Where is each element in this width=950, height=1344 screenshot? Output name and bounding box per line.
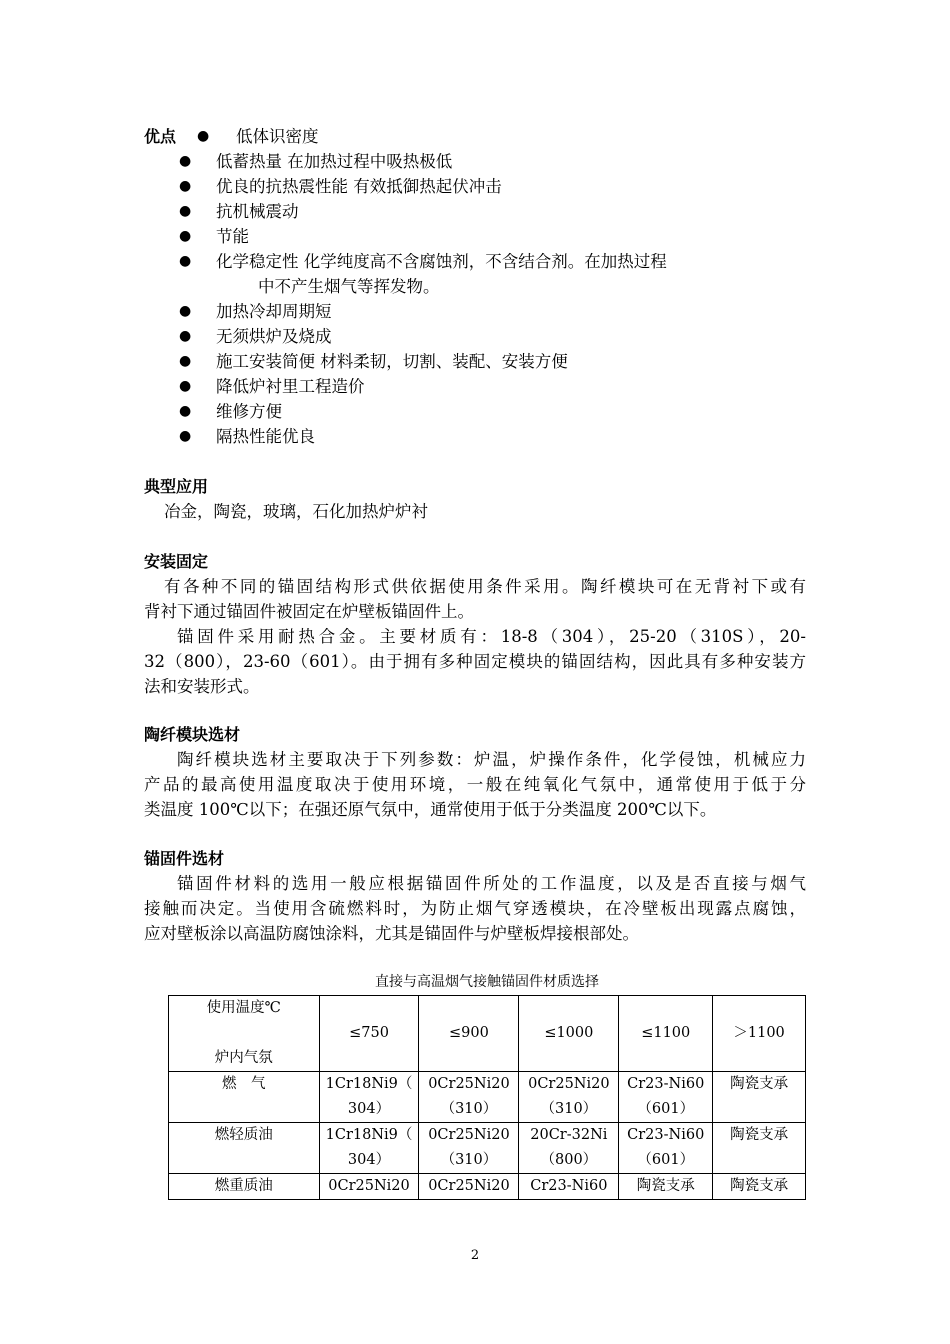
table-corner-cell <box>169 996 320 1072</box>
corner-temperature-label: 使用温度℃ <box>206 1000 281 1016</box>
advantage-item: 降低炉衬里工程造价 <box>216 377 365 396</box>
table-header-cell: ≤1000 <box>519 996 619 1072</box>
advantages-title: 优点 <box>144 127 177 146</box>
row-label-cell: 燃 气 <box>169 1072 320 1123</box>
advantage-item: 优良的抗热震性能 有效抵御热起伏冲击 <box>216 177 502 196</box>
table-cell: 1Cr18Ni9（ 304） <box>319 1072 419 1123</box>
bullet-icon: ● <box>179 353 192 369</box>
installation-title: 安装固定 <box>144 552 209 571</box>
bullet-icon: ● <box>179 203 192 219</box>
table-cell: 0Cr25Ni20 （310） <box>519 1072 619 1123</box>
installation-paragraph-line: 背衬下通过锚固件被固定在炉壁板锚固件上。 <box>144 602 474 621</box>
table-cell: 陶瓷支承 <box>619 1174 713 1200</box>
advantage-item: 低体识密度 <box>236 127 319 146</box>
table-header-cell: ＞1100 <box>713 996 806 1072</box>
anchor-selection-line: 应对壁板涂以高温防腐蚀涂料，尤其是锚固件与炉壁板焊接根部处。 <box>144 924 639 943</box>
table-cell: 陶瓷支承 <box>713 1072 806 1123</box>
bullet-icon: ● <box>179 403 192 419</box>
bullet-icon: ● <box>179 178 192 194</box>
module-selection-line: 产品的最高使用温度取决于使用环境，一般在纯氧化气氛中，通常使用于低于分 <box>144 775 806 794</box>
bullet-icon: ● <box>179 303 192 319</box>
advantage-item: 施工安装简便 材料柔韧，切割、装配、安装方便 <box>216 352 568 371</box>
table-cell: 陶瓷支承 <box>713 1123 806 1174</box>
advantage-item: 节能 <box>216 227 249 246</box>
table-cell: 0Cr25Ni20 <box>319 1174 419 1200</box>
bullet-icon: ● <box>179 428 192 444</box>
applications-title: 典型应用 <box>144 477 209 496</box>
installation-paragraph-line: 32（800），23-60（601）。由于拥有多种固定模块的锚固结构，因此具有多种安装方 <box>144 652 806 671</box>
table-header-cell: ≤750 <box>319 996 419 1072</box>
bullet-icon: ● <box>179 253 192 269</box>
table-header-cell: ≤900 <box>419 996 519 1072</box>
bullet-icon: ● <box>179 153 192 169</box>
bullet-icon: ● <box>179 328 192 344</box>
table-cell: 0Cr25Ni20 <box>419 1174 519 1200</box>
installation-paragraph-line: 有各种不同的锚固结构形式供依据使用条件采用。陶纤模块可在无背衬下或有 <box>164 577 806 596</box>
bullet-icon: ● <box>197 128 210 144</box>
installation-paragraph-line: 法和安装形式。 <box>144 677 260 696</box>
bullet-icon: ● <box>179 378 192 394</box>
module-selection-line: 陶纤模块选材主要取决于下列参数：炉温，炉操作条件，化学侵蚀，机械应力 <box>177 750 806 769</box>
advantage-item: 维修方便 <box>216 402 282 421</box>
table-cell: 0Cr25Ni20 （310） <box>419 1123 519 1174</box>
advantage-item: 低蓄热量 在加热过程中吸热极低 <box>216 152 453 171</box>
advantage-item: 隔热性能优良 <box>216 427 315 446</box>
advantage-item: 加热冷却周期短 <box>216 302 332 321</box>
advantage-item: 化学稳定性 化学纯度高不含腐蚀剂，不含结合剂。在加热过程 <box>216 252 667 271</box>
installation-paragraph-line: 锚固件采用耐热合金。主要材质有：18-8（304），25-20（310S），20- <box>177 627 806 646</box>
table-cell: Cr23-Ni60 （601） <box>619 1072 713 1123</box>
anchor-selection-title: 锚固件选材 <box>144 849 225 868</box>
table-row <box>169 1174 806 1200</box>
corner-atmosphere-label: 炉内气氛 <box>214 1050 273 1066</box>
anchor-selection-line: 接触而决定。当使用含硫燃料时，为防止烟气穿透模块，在冷壁板出现露点腐蚀， <box>144 899 806 918</box>
table-header-row <box>169 996 806 1072</box>
table-cell: Cr23-Ni60 （601） <box>619 1123 713 1174</box>
table-row <box>169 1123 806 1174</box>
table-row <box>169 1072 806 1123</box>
table-caption: 直接与高温烟气接触锚固件材质选择 <box>375 974 599 990</box>
table-cell: 20Cr-32Ni （800） <box>519 1123 619 1174</box>
anchor-selection-line: 锚固件材料的选用一般应根据锚固件所处的工作温度，以及是否直接与烟气 <box>177 874 806 893</box>
advantage-item-continuation: 中不产生烟气等挥发物。 <box>258 277 440 296</box>
applications-text: 冶金，陶瓷，玻璃，石化加热炉炉衬 <box>164 502 428 521</box>
page-number: 2 <box>470 1248 480 1263</box>
advantage-item: 无须烘炉及烧成 <box>216 327 332 346</box>
module-selection-title: 陶纤模块选材 <box>144 725 241 744</box>
table-cell: Cr23-Ni60 <box>519 1174 619 1200</box>
advantage-item: 抗机械震动 <box>216 202 299 221</box>
module-selection-line: 类温度 100℃以下；在强还原气氛中，通常使用于低于分类温度 200℃以下。 <box>144 800 717 819</box>
material-table <box>168 995 806 1200</box>
bullet-icon: ● <box>179 228 192 244</box>
table-cell: 陶瓷支承 <box>713 1174 806 1200</box>
table-header-cell: ≤1100 <box>619 996 713 1072</box>
table-cell: 1Cr18Ni9（ 304） <box>319 1123 419 1174</box>
table-cell: 0Cr25Ni20 （310） <box>419 1072 519 1123</box>
row-label-cell: 燃轻质油 <box>169 1123 320 1174</box>
row-label-cell: 燃重质油 <box>169 1174 320 1200</box>
